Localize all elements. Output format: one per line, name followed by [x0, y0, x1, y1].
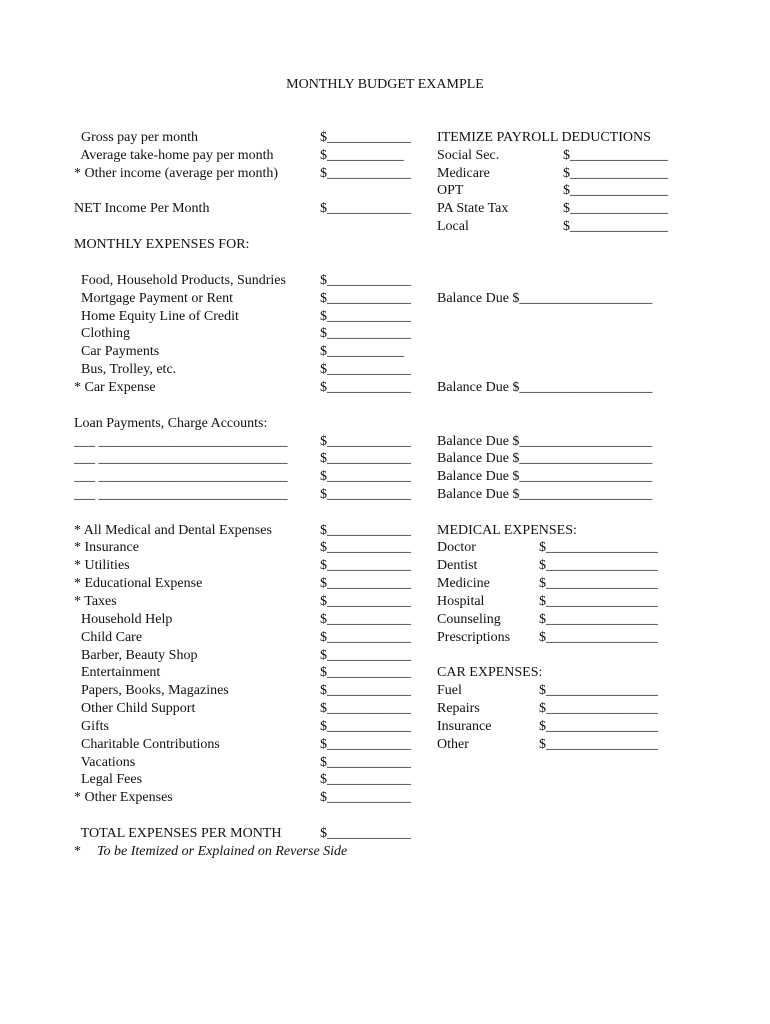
- medical-label: Medicine: [437, 576, 490, 591]
- expense-label: Vacations: [74, 755, 136, 770]
- expense-amount[interactable]: $____________: [320, 772, 411, 787]
- income-label-other: * Other income (average per month): [74, 166, 279, 181]
- expense-amount[interactable]: $____________: [320, 719, 411, 734]
- expense-label: Home Equity Line of Credit: [74, 309, 239, 324]
- expense-label: * Utilities: [74, 558, 130, 573]
- expense-amount[interactable]: $____________: [320, 630, 411, 645]
- expense-amount[interactable]: $____________: [320, 523, 411, 538]
- payroll-label: Medicare: [437, 166, 490, 181]
- income-amount-gross[interactable]: $____________: [320, 130, 411, 145]
- expense-amount[interactable]: $____________: [320, 701, 411, 716]
- expense-label: Child Care: [74, 630, 143, 645]
- page-title: MONTHLY BUDGET EXAMPLE: [286, 77, 484, 92]
- car-amount[interactable]: $________________: [539, 737, 658, 752]
- net-income-amount[interactable]: $____________: [320, 201, 411, 216]
- footnote-mark: *: [74, 844, 81, 859]
- loan-name-line[interactable]: ___ ___________________________: [74, 487, 288, 502]
- payroll-amount[interactable]: $______________: [563, 183, 668, 198]
- expense-amount[interactable]: $____________: [320, 380, 411, 395]
- loan-name-line[interactable]: ___ ___________________________: [74, 469, 288, 484]
- medical-label: Prescriptions: [437, 630, 511, 645]
- footnote-text: To be Itemized or Explained on Reverse Side: [97, 844, 348, 859]
- payroll-amount[interactable]: $______________: [563, 219, 668, 234]
- car-label: Other: [437, 737, 469, 752]
- medical-amount[interactable]: $________________: [539, 558, 658, 573]
- payroll-label: Social Sec.: [437, 148, 500, 163]
- loan-balance-due[interactable]: Balance Due $___________________: [437, 451, 653, 466]
- car-label: Repairs: [437, 701, 480, 716]
- loan-balance-due[interactable]: Balance Due $___________________: [437, 487, 653, 502]
- expense-amount[interactable]: $____________: [320, 612, 411, 627]
- loan-amount[interactable]: $____________: [320, 434, 411, 449]
- expense-amount[interactable]: $____________: [320, 790, 411, 805]
- medical-amount[interactable]: $________________: [539, 594, 658, 609]
- total-expenses-amount[interactable]: $____________: [320, 826, 411, 841]
- payroll-label: Local: [437, 219, 469, 234]
- payroll-heading: ITEMIZE PAYROLL DEDUCTIONS: [437, 130, 651, 145]
- expense-amount[interactable]: $____________: [320, 273, 411, 288]
- expense-label: * Insurance: [74, 540, 139, 555]
- expense-amount[interactable]: $____________: [320, 665, 411, 680]
- medical-label: Counseling: [437, 612, 501, 627]
- net-income-label: NET Income Per Month: [74, 201, 210, 216]
- loan-name-line[interactable]: ___ ___________________________: [74, 451, 288, 466]
- expense-label: Entertainment: [74, 665, 161, 680]
- expense-amount[interactable]: $____________: [320, 594, 411, 609]
- expense-label: Bus, Trolley, etc.: [74, 362, 177, 377]
- expense-label: Car Payments: [74, 344, 160, 359]
- medical-label: Dentist: [437, 558, 478, 573]
- expense-label: Barber, Beauty Shop: [74, 648, 198, 663]
- income-label-gross: Gross pay per month: [74, 130, 199, 145]
- total-expenses-label: TOTAL EXPENSES PER MONTH: [74, 826, 282, 841]
- medical-amount[interactable]: $________________: [539, 630, 658, 645]
- expense-label: Gifts: [74, 719, 109, 734]
- medical-amount[interactable]: $________________: [539, 576, 658, 591]
- expense-label: Food, Household Products, Sundries: [74, 273, 286, 288]
- income-label-takehome: Average take-home pay per month: [74, 148, 274, 163]
- income-amount-takehome[interactable]: $___________: [320, 148, 404, 163]
- expense-label: Clothing: [74, 326, 131, 341]
- expense-amount[interactable]: $____________: [320, 540, 411, 555]
- expense-amount[interactable]: $____________: [320, 737, 411, 752]
- expense-label: * Educational Expense: [74, 576, 203, 591]
- expense-label: Legal Fees: [74, 772, 143, 787]
- expense-label: Papers, Books, Magazines: [74, 683, 229, 698]
- expense-amount[interactable]: $____________: [320, 291, 411, 306]
- expense-label: * Other Expenses: [74, 790, 173, 805]
- expense-label: Mortgage Payment or Rent: [74, 291, 234, 306]
- loan-amount[interactable]: $____________: [320, 469, 411, 484]
- expense-label: * Taxes: [74, 594, 117, 609]
- expense-amount[interactable]: $____________: [320, 558, 411, 573]
- payroll-amount[interactable]: $______________: [563, 201, 668, 216]
- monthly-expenses-heading: MONTHLY EXPENSES FOR:: [74, 237, 250, 252]
- expense-amount[interactable]: $___________: [320, 344, 404, 359]
- expense-label: * All Medical and Dental Expenses: [74, 523, 272, 538]
- expense-amount[interactable]: $____________: [320, 648, 411, 663]
- expense-amount[interactable]: $____________: [320, 683, 411, 698]
- payroll-amount[interactable]: $______________: [563, 166, 668, 181]
- expense-amount[interactable]: $____________: [320, 326, 411, 341]
- loan-balance-due[interactable]: Balance Due $___________________: [437, 469, 653, 484]
- loan-amount[interactable]: $____________: [320, 451, 411, 466]
- medical-heading: MEDICAL EXPENSES:: [437, 523, 577, 538]
- expense-label: * Car Expense: [74, 380, 156, 395]
- expense-label: Household Help: [74, 612, 173, 627]
- mortgage-balance-due[interactable]: Balance Due $___________________: [437, 291, 653, 306]
- car-amount[interactable]: $________________: [539, 719, 658, 734]
- loan-balance-due[interactable]: Balance Due $___________________: [437, 434, 653, 449]
- payroll-label: PA State Tax: [437, 201, 509, 216]
- expense-label: Other Child Support: [74, 701, 196, 716]
- loan-amount[interactable]: $____________: [320, 487, 411, 502]
- payroll-label: OPT: [437, 183, 464, 198]
- car-heading: CAR EXPENSES:: [437, 665, 543, 680]
- car-label: Insurance: [437, 719, 492, 734]
- income-amount-other[interactable]: $____________: [320, 166, 411, 181]
- medical-amount[interactable]: $________________: [539, 540, 658, 555]
- car-amount[interactable]: $________________: [539, 683, 658, 698]
- medical-label: Doctor: [437, 540, 476, 555]
- expense-amount[interactable]: $____________: [320, 362, 411, 377]
- expense-label: Charitable Contributions: [74, 737, 220, 752]
- loan-name-line[interactable]: ___ ___________________________: [74, 434, 288, 449]
- expense-amount[interactable]: $____________: [320, 755, 411, 770]
- car-amount[interactable]: $________________: [539, 701, 658, 716]
- car-label: Fuel: [437, 683, 462, 698]
- medical-label: Hospital: [437, 594, 485, 609]
- expense-amount[interactable]: $____________: [320, 576, 411, 591]
- expense-amount[interactable]: $____________: [320, 309, 411, 324]
- car-balance-due[interactable]: Balance Due $___________________: [437, 380, 653, 395]
- payroll-amount[interactable]: $______________: [563, 148, 668, 163]
- medical-amount[interactable]: $________________: [539, 612, 658, 627]
- loan-heading: Loan Payments, Charge Accounts:: [74, 416, 268, 431]
